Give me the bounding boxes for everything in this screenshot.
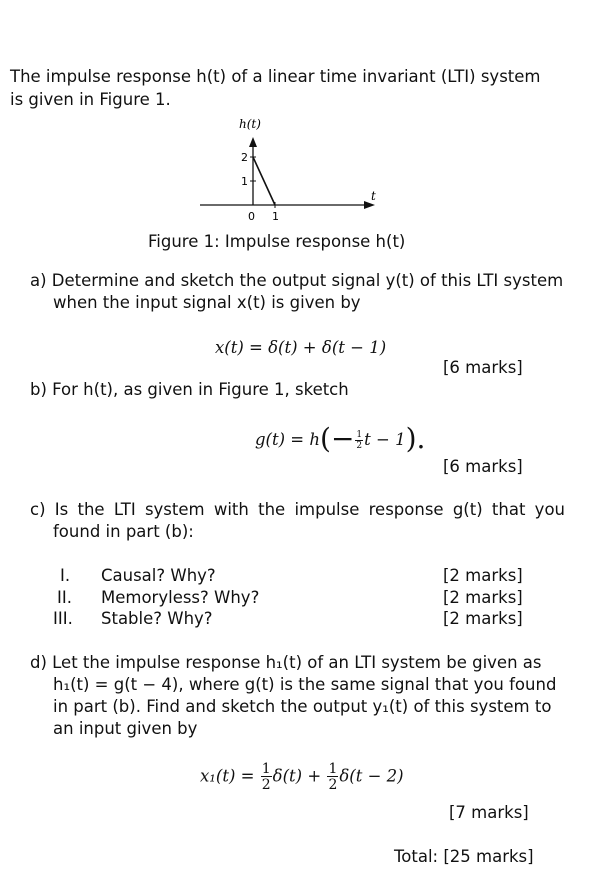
part-d-frac-2 xyxy=(327,762,338,792)
part-c-item-1-marks: [2 marks] xyxy=(443,566,523,585)
figure-xlabel: t xyxy=(371,189,376,203)
intro-line-2: is given in Figure 1. xyxy=(10,90,171,109)
part-d-marks: [7 marks] xyxy=(449,803,529,822)
total-marks: Total: [25 marks] xyxy=(394,847,534,866)
figure-ylabel: h(t) xyxy=(239,117,261,131)
part-b-eq-fraction xyxy=(355,431,363,451)
part-b-equation xyxy=(255,422,425,455)
signal-line xyxy=(253,157,275,205)
ytick-2-label: 2 xyxy=(241,151,248,164)
part-b-eq-open: (− xyxy=(320,422,355,455)
part-d-line-4: an input given by xyxy=(53,719,198,738)
part-a-line-2: when the input signal x(t) is given by xyxy=(53,293,361,312)
part-d-line-2: h₁(t) = g(t − 4), where g(t) is the same signal that you found xyxy=(53,675,557,694)
part-c-line-2: found in part (b): xyxy=(53,522,194,541)
impulse-response-figure xyxy=(195,110,395,225)
part-c-item-2-marks: [2 marks] xyxy=(443,588,523,607)
part-c-item-3-num: III. xyxy=(53,609,73,628)
part-d-eq-mid: δ(t) + xyxy=(272,766,322,786)
part-d-line-3: in part (b). Find and sketch the output y₁(t) of this system to xyxy=(53,697,552,716)
part-c-item-2-text: Memoryless? Why? xyxy=(101,588,260,607)
part-b-line-1: b) For h(t), as given in Figure 1, sketch xyxy=(30,380,349,399)
ytick-1-label: 1 xyxy=(241,175,248,188)
part-d-frac-2-den: 2 xyxy=(328,777,338,793)
part-b-eq-close: ). xyxy=(405,422,426,455)
part-c-item-1-text: Causal? Why? xyxy=(101,566,216,585)
part-b-eq-lhs: g(t) = h xyxy=(255,430,321,449)
xtick-0-label: 0 xyxy=(248,210,255,223)
part-c-item-2-num: II. xyxy=(57,588,72,607)
part-a-line-1: a) Determine and sketch the output signal y(t) of this LTI system xyxy=(30,271,564,290)
part-d-frac-1-num: 1 xyxy=(261,761,271,777)
intro-line-1: The impulse response h(t) of a linear time invariant (LTI) system xyxy=(10,67,541,86)
part-d-eq-lhs: x₁(t) = xyxy=(200,766,255,786)
part-c-line-1: c) Is the LTI system with the impulse response g(t) that you xyxy=(30,500,565,519)
part-d-equation xyxy=(200,762,404,792)
y-axis-arrow xyxy=(249,137,257,147)
figure-caption: Figure 1: Impulse response h(t) xyxy=(148,232,406,251)
part-a-marks: [6 marks] xyxy=(443,358,523,377)
part-d-eq-end: δ(t − 2) xyxy=(339,766,404,786)
part-b-eq-num: 1 xyxy=(356,429,363,440)
part-b-marks: [6 marks] xyxy=(443,457,523,476)
part-d-frac-2-num: 1 xyxy=(328,761,338,777)
xtick-1-label: 1 xyxy=(272,210,279,223)
part-c-item-1-num: I. xyxy=(60,566,71,585)
part-c-item-3-text: Stable? Why? xyxy=(101,609,213,628)
part-d-frac-1 xyxy=(261,762,272,792)
part-d-line-1: d) Let the impulse response h₁(t) of an LTI system be given as xyxy=(30,653,542,672)
part-b-eq-den: 2 xyxy=(356,440,363,451)
part-c-item-3-marks: [2 marks] xyxy=(443,609,523,628)
part-d-frac-1-den: 2 xyxy=(261,777,271,793)
part-a-equation: x(t) = δ(t) + δ(t − 1) xyxy=(215,338,387,357)
part-b-eq-rest: t − 1 xyxy=(364,430,406,449)
